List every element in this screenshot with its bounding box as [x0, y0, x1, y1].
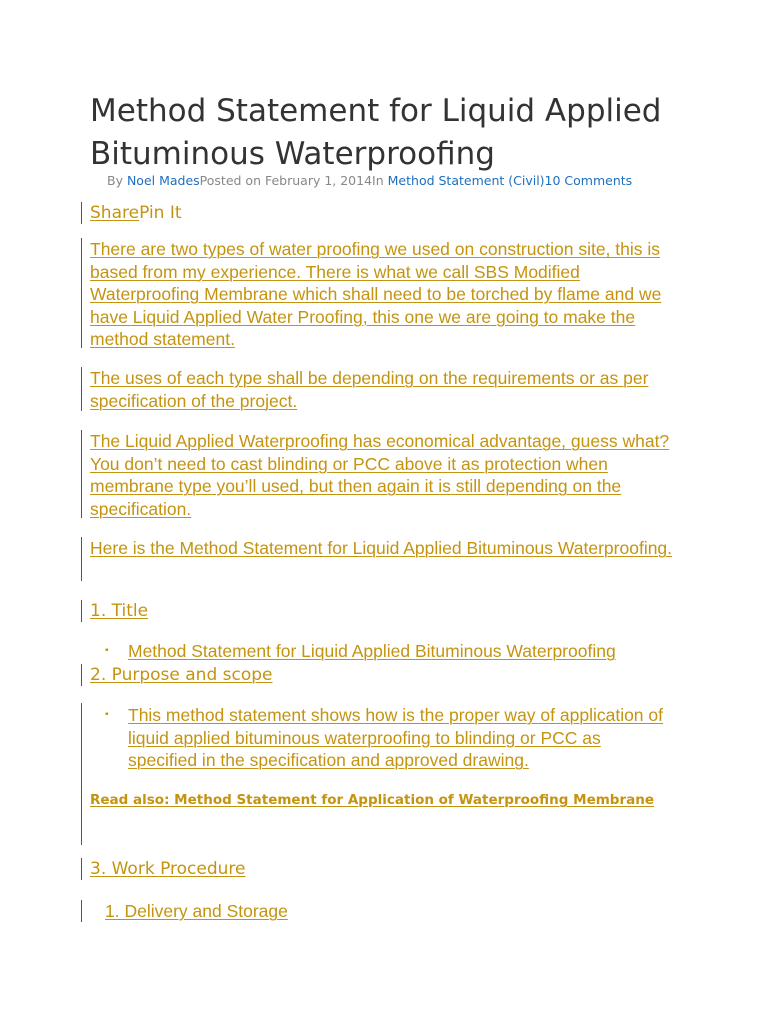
share-link[interactable]: Share — [90, 203, 140, 223]
read-also-link[interactable]: Read also: Method Statement for Application of Waterproofing Membrane — [90, 792, 655, 808]
pin-it-link[interactable]: Pin It — [139, 203, 182, 223]
paragraph-block — [81, 367, 690, 411]
page-title: Method Statement for Liquid Applied Bituminous Waterproofing — [90, 93, 662, 172]
section-heading-block — [81, 858, 246, 880]
purpose-bullet-text[interactable]: This method statement shows how is the proper way of application of liquid applied bituminous waterproofing to blinding or PCC as specified in the specification and approved drawing. — [128, 705, 663, 770]
paragraph-block — [81, 430, 690, 518]
title-bullet-text[interactable]: Method Statement for Liquid Applied Bituminous Waterproofing — [128, 641, 616, 661]
paragraph-block — [81, 537, 690, 581]
author-link[interactable]: Noel Mades — [126, 173, 200, 188]
bullet-icon: ▪ — [105, 645, 109, 656]
purpose-block-bar — [81, 703, 82, 845]
posted-date: Posted on February 1, 2014 — [199, 173, 373, 188]
section-heading-block — [81, 664, 273, 686]
work-procedure-heading[interactable]: 3. Work Procedure — [90, 859, 246, 879]
share-bar — [81, 202, 182, 224]
post-meta — [107, 172, 632, 190]
delivery-storage-item[interactable]: 1. Delivery and Storage — [105, 901, 288, 921]
in-label: In — [372, 173, 388, 188]
category-link[interactable]: Method Statement (Civil) — [387, 173, 545, 188]
section-title-heading[interactable]: 1. Title — [90, 601, 149, 621]
read-also-block — [90, 790, 660, 810]
advantage-paragraph[interactable]: The Liquid Applied Waterproofing has economical advantage, guess what? You don’t need to cast blinding or PCC above it as protection when membrane type you’ll used, but then again it is still depending on the specification. — [90, 431, 670, 519]
comments-link[interactable]: 10 Comments — [544, 173, 633, 188]
by-label: By — [107, 173, 127, 188]
delivery-bar — [81, 900, 82, 922]
purpose-scope-heading[interactable]: 2. Purpose and scope — [90, 665, 273, 685]
bullet-icon: ▪ — [105, 709, 109, 720]
intro-paragraph[interactable]: There are two types of water proofing we used on construction site, this is based from my experience. There is what we call SBS Modified Waterproofing Membrane which shall need to be torched by flame and we have Liquid Applied Water Proofing, this one we are going to make the method statement. — [90, 239, 662, 349]
method-intro-paragraph[interactable]: Here is the Method Statement for Liquid Applied Bituminous Waterproofing. — [90, 538, 673, 558]
paragraph-block — [81, 238, 690, 348]
uses-paragraph[interactable]: The uses of each type shall be depending on the requirements or as per specification of the project. — [90, 368, 649, 411]
section-heading-block — [81, 600, 148, 622]
